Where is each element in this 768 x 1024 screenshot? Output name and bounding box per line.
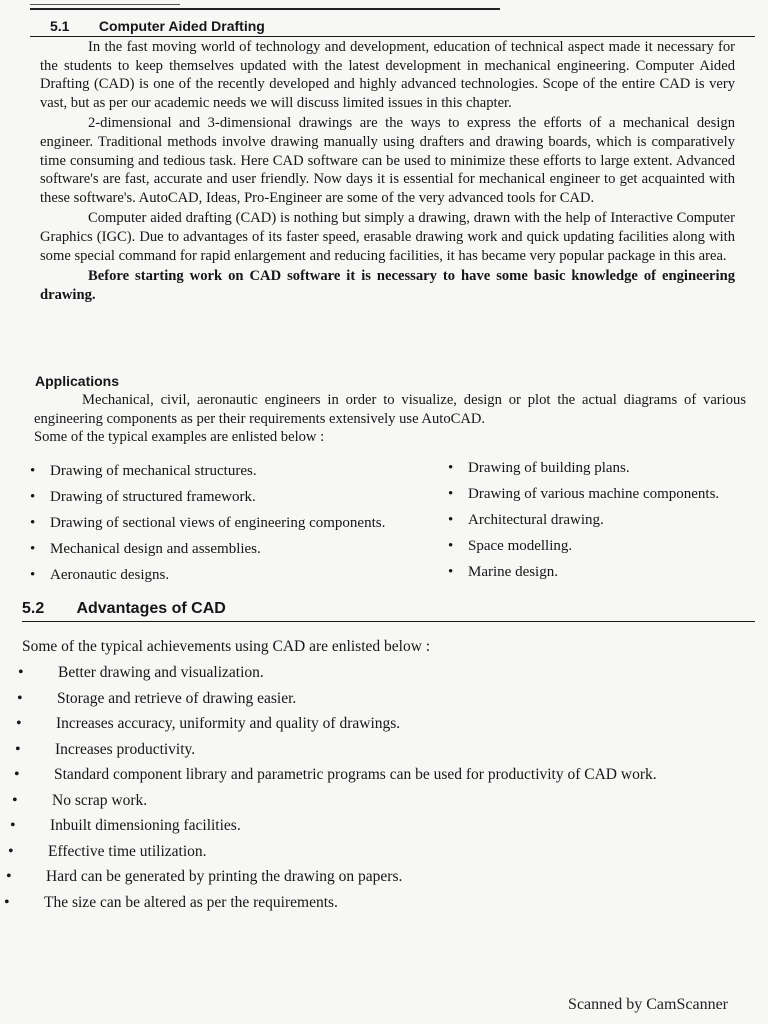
bullet-icon: • bbox=[448, 460, 454, 476]
top-rule-short bbox=[30, 4, 180, 5]
section-title: Computer Aided Drafting bbox=[98, 18, 265, 34]
list-item: • Inbuilt dimensioning facilities. bbox=[4, 813, 657, 839]
section-heading-5-1 bbox=[30, 18, 755, 37]
list-item: • Space modelling. bbox=[448, 533, 719, 559]
paragraph-intro: In the fast moving world of technology and development, education of technical aspect made it necessary for the students to keep themselves updated with the latest development in mechanical engineering. Computer Aided Drafting (CAD) is one of the recently developed and highly advanced technologies. Scope of the entire CAD is very vast, but as per our academic needs we will discuss limited issues in this chapter. bbox=[40, 39, 735, 111]
applications-list-right bbox=[448, 455, 719, 585]
applications-heading: Applications bbox=[35, 373, 120, 389]
bullet-icon: • bbox=[6, 868, 12, 885]
bullet-icon: • bbox=[17, 689, 23, 707]
bullet-icon: • bbox=[448, 538, 454, 554]
bullet-icon: • bbox=[10, 817, 16, 834]
applications-list-left bbox=[30, 458, 385, 588]
list-item: • Aeronautic designs. bbox=[30, 562, 385, 588]
section-title: Advantages of CAD bbox=[76, 600, 226, 617]
bullet-icon: • bbox=[15, 740, 21, 758]
list-item: • No scrap work. bbox=[4, 788, 657, 814]
bullet-icon: • bbox=[30, 567, 36, 583]
bullet-icon: • bbox=[30, 515, 36, 531]
bullet-icon: • bbox=[14, 766, 20, 783]
advantages-lead: Some of the typical achievements using CAD are enlisted below : bbox=[22, 638, 431, 655]
list-item: • Drawing of building plans. bbox=[448, 455, 719, 481]
bullet-icon: • bbox=[4, 893, 10, 911]
list-item: • Hard can be generated by printing the drawing on papers. bbox=[4, 864, 657, 890]
section-number: 5.2 bbox=[22, 600, 45, 617]
bullet-icon: • bbox=[18, 664, 24, 681]
list-item: • Mechanical design and assemblies. bbox=[30, 536, 385, 562]
applications-intro: Mechanical, civil, aeronautic engineers in order to visualize, design or plot the actual diagrams of various engineering components as per their requirements extensively use AutoCAD. bbox=[34, 392, 746, 427]
list-item: • Drawing of sectional views of engineering components. bbox=[30, 510, 385, 536]
applications-lead: Some of the typical examples are enlisted below : bbox=[34, 429, 325, 446]
applications-body bbox=[34, 391, 746, 447]
list-item: • Effective time utilization. bbox=[4, 839, 657, 865]
bullet-icon: • bbox=[448, 486, 454, 502]
list-item: • The size can be altered as per the requirements. bbox=[4, 890, 657, 916]
paragraph-cad-definition: Computer aided drafting (CAD) is nothing but simply a drawing, drawn with the help of Interactive Computer Graphics (IGC). Due to advantages of its faster speed, erasable drawing work and quick updating facilities along with some special command for rapid enlargement and reducing facilities, it has became very popular package in this area. bbox=[40, 210, 735, 264]
list-item: • Architectural drawing. bbox=[448, 507, 719, 533]
bullet-icon: • bbox=[30, 541, 36, 557]
list-item: • Standard component library and parametric programs can be used for productivity of CAD work. bbox=[4, 762, 657, 788]
advantages-list bbox=[4, 660, 657, 915]
list-item: • Marine design. bbox=[448, 559, 719, 585]
paragraph-bold-note: Before starting work on CAD software it is necessary to have some basic knowledge of engineering drawing. bbox=[40, 268, 735, 303]
bullet-icon: • bbox=[448, 512, 454, 528]
list-item: • Drawing of various machine components. bbox=[448, 481, 719, 507]
bullet-icon: • bbox=[448, 564, 454, 580]
bullet-icon: • bbox=[30, 489, 36, 505]
bullet-icon: • bbox=[8, 842, 14, 860]
section-heading-5-2 bbox=[22, 600, 755, 622]
bullet-icon: • bbox=[12, 791, 18, 809]
bullet-icon: • bbox=[30, 463, 36, 479]
paragraph-drawings: 2-dimensional and 3-dimensional drawings are the ways to express the efforts of a mechanical design engineer. Traditional methods involve drawing manually using drafters and drawing boards, which is comparatively time consuming and tedious task. Here CAD software can be used to minimize these efforts to large extent. Advanced software's are fast, accurate and user friendly. Now days it is essential for mechanical engineer to get acquainted with these software's. AutoCAD, Ideas, Pro-Engineer are some of the very advanced tools for CAD. bbox=[40, 115, 735, 206]
list-item: • Increases accuracy, uniformity and quality of drawings. bbox=[4, 711, 657, 737]
section-1-body bbox=[40, 38, 735, 304]
list-item: • Increases productivity. bbox=[4, 737, 657, 763]
scanner-watermark: Scanned by CamScanner bbox=[568, 996, 728, 1013]
top-rule bbox=[30, 8, 500, 10]
list-item: • Better drawing and visualization. bbox=[4, 660, 657, 686]
section-number: 5.1 bbox=[50, 18, 70, 34]
list-item: • Drawing of structured framework. bbox=[30, 484, 385, 510]
list-item: • Storage and retrieve of drawing easier. bbox=[4, 686, 657, 712]
bullet-icon: • bbox=[16, 715, 22, 732]
list-item: • Drawing of mechanical structures. bbox=[30, 458, 385, 484]
